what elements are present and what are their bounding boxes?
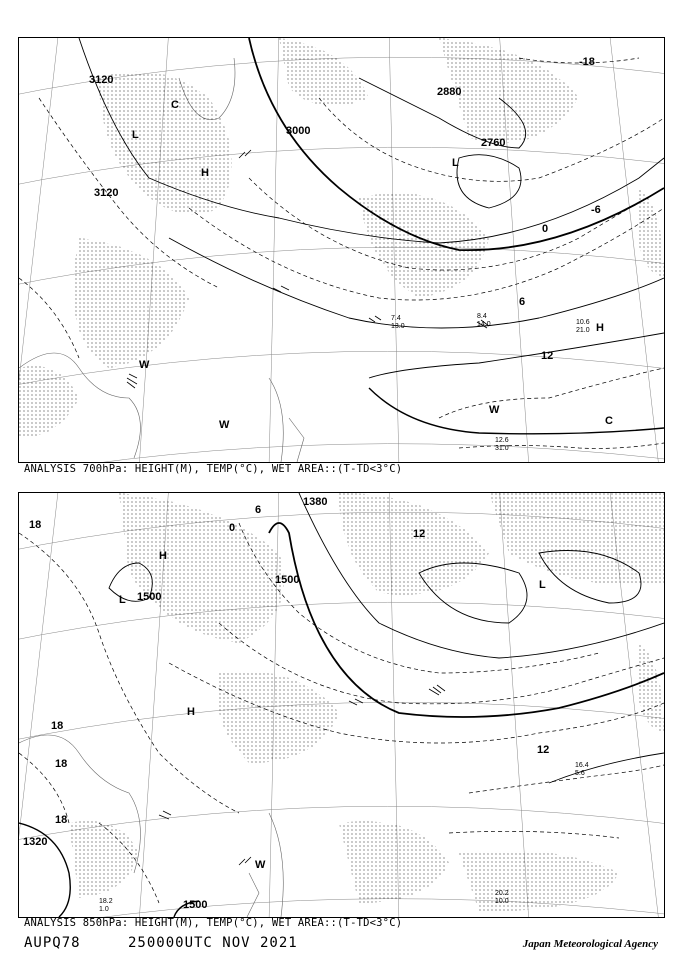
wet-area [19,38,664,438]
high-center-symbol: H [201,167,209,179]
height-label: 3120 [94,187,119,199]
high-center-symbol: H [596,322,604,334]
height-label: 3000 [286,125,311,137]
station-dewpoint-depression: 21.0 [576,327,590,334]
station-temp: 8.4 [477,313,487,320]
low-center-symbol: L [539,579,546,591]
station-dewpoint-depression: 10.0 [495,898,509,905]
isotherm-label: 12 [541,350,554,362]
analysis-700hpa-map [18,37,665,463]
height-label: 2760 [481,137,506,149]
warm-center-symbol: W [219,419,230,431]
low-center-symbol: L [132,129,139,141]
station-temp: 10.6 [576,319,590,326]
isotherm-label: -6 [591,204,601,216]
isotherm-label: 0 [542,223,549,235]
warm-center-symbol: W [255,859,266,871]
height-label: 1320 [23,836,48,848]
isotherm-label: 18 [29,519,42,531]
low-center-symbol: L [452,157,459,169]
analysis-850hpa-map [18,492,665,918]
isotherm-label: 12 [537,744,550,756]
agency-credit: Japan Meteorological Agency [522,938,658,950]
isotherm-label: 6 [255,504,262,516]
isotherm-label: 18 [55,758,68,770]
map-850hpa-canvas [19,493,664,917]
warm-center-symbol: W [139,359,150,371]
high-center-symbol: H [187,706,195,718]
panel-caption-700hpa: ANALYSIS 700hPa: HEIGHT(M), TEMP(°C), WET AREA::(T-TD<3°C) [24,463,403,475]
station-dewpoint-depression: 13.0 [391,323,405,330]
high-center-symbol: H [159,550,167,562]
isotherm-label: 18 [55,814,68,826]
valid-time: 250000UTC NOV 2021 [128,935,298,951]
height-label: 1500 [275,574,300,586]
panel-caption-850hpa: ANALYSIS 850hPa: HEIGHT(M), TEMP(°C), WET AREA::(T-TD<3°C) [24,917,403,929]
station-temp: 16.4 [575,762,589,769]
chart-code: AUPQ78 [24,935,81,951]
station-temp: 12.6 [495,437,509,444]
cold-center-symbol: C [605,415,613,427]
map-700hpa-canvas [19,38,664,462]
isotherm-label: -18 [579,56,595,68]
height-label: 2880 [437,86,462,98]
isotherm-label: 12 [413,528,426,540]
station-temp: 20.2 [495,890,509,897]
station-temp: 7.4 [391,315,401,322]
station-dewpoint-depression: 14.0 [477,321,491,328]
isotherm-label: 6 [519,296,526,308]
cold-center-symbol: C [171,99,179,111]
station-dewpoint-depression: 1.0 [99,906,109,913]
low-center-symbol: L [119,594,126,606]
isotherm-label: 0 [229,522,236,534]
height-label: 1500 [137,591,162,603]
height-label: 1380 [303,496,328,508]
station-dewpoint-depression: 31.0 [495,445,509,452]
isotherm-label: 18 [51,720,64,732]
height-label: 3120 [89,74,114,86]
warm-center-symbol: W [489,404,500,416]
height-label: 1500 [183,899,208,911]
station-dewpoint-depression: 5.6 [575,770,585,777]
station-temp: 18.2 [99,898,113,905]
